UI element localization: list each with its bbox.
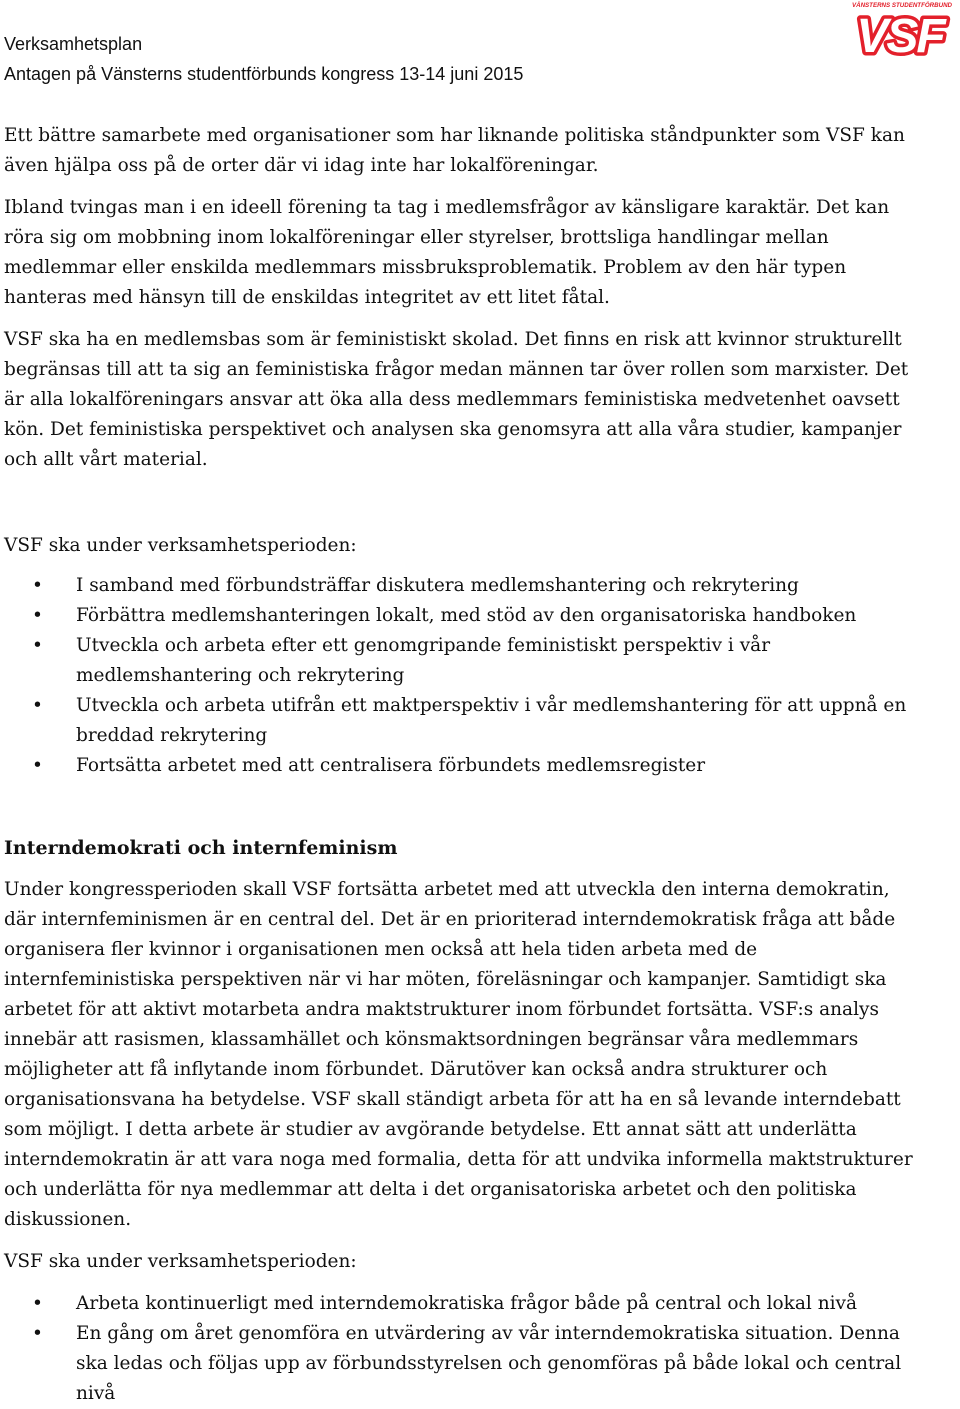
section2-list-block	[4, 1289, 920, 1409]
document-title: Verksamhetsplan	[4, 34, 143, 54]
section2-body: Under kongressperioden skall VSF fortsätta arbetet med att utveckla den interna demokratin, där internfeminismen är en central del. Det är en prioriterad interndemokratisk fråga att både organisera fler kvinnor i organisationen men också att hela tiden arbeta med de internfeministiska perspektiven när vi har möten, föreläsningar och kampanjer. Samtidigt ska arbetet för att aktivt motarbeta andra maktstrukturer inom förbundet fortsätta. VSF:s analys innebär att rasismen, klassamhället och könsmaktsordningen begränsar våra medlemmars möjligheter att få inflytande inom förbundet. Därutöver kan också andra strukturer och organisationsvana ha betydelse. VSF skall ständigt arbeta för att ha en så levande interndebatt som möjligt. I detta arbete är studier av avgörande betydelse. Ett annat sätt att underlätta interndemokratin är att vara noga med formalia, detta för att undvika informella maktstrukturer och underlätta för nya medlemmar att delta i det organisatoriska arbetet och den politiska diskussionen.	[4, 879, 913, 1230]
list-item: • Arbeta kontinuerligt med interndemokratiska frågor både på central och lokal nivå	[4, 1289, 920, 1319]
list-item: • En gång om året genomföra en utvärdering av vår interndemokratiska situation. Denna ska ledas och följas upp av förbundsstyrelsen och genomföras på både lokal och central nivå	[4, 1319, 920, 1409]
list-item: • Utveckla och arbeta utifrån ett maktperspektiv i vår medlemshantering för att uppnå en breddad rekrytering	[4, 691, 920, 751]
section1-lead: VSF ska under verksamhetsperioden:	[4, 535, 357, 556]
intro-block	[4, 121, 920, 475]
list-item: • Utveckla och arbeta efter ett genomgripande feministiskt perspektiv i vår medlemshantering och rekrytering	[4, 631, 920, 691]
vsf-logo	[844, 0, 954, 60]
intro-paragraph-1: Ett bättre samarbete med organisationer som har liknande politiska ståndpunkter som VSF kan även hjälpa oss på de orter där vi idag inte har lokalföreningar.	[4, 125, 905, 176]
section-heading: Interndemokrati och internfeminism	[4, 837, 398, 859]
list-item: • Förbättra medlemshanteringen lokalt, med stöd av den organisatoriska handboken	[4, 601, 920, 631]
section1-list-block	[4, 571, 920, 781]
logo-wordmark: VSF	[856, 10, 944, 60]
intro-paragraph-3: VSF ska ha en medlemsbas som är feministiskt skolad. Det finns en risk att kvinnor strukturellt begränsas till att ta sig an feministiska frågor medan männen tar över rollen som marxister. Det är alla lokalföreningars ansvar att öka alla dess medlemmars feministiska medvetenhet oavsett kön. Det feministiska perspektivet och analysen ska genomsyra att alla våra studier, kampanjer och allt vårt material.	[4, 329, 909, 470]
document-subtitle: Antagen på Vänsterns studentförbunds kongress 13-14 juni 2015	[4, 64, 524, 84]
section2-block	[4, 833, 920, 1277]
intro-paragraph-2: Ibland tvingas man i en ideell förening ta tag i medlemsfrågor av känsligare karaktär. Det kan röra sig om mobbning inom lokalföreningar eller styrelser, brottsliga handlingar mellan medlemmar eller enskilda medlemmars missbruksproblematik. Problem av den här typen hanteras med hänsyn till de enskildas integritet av ett litet fåtal.	[4, 197, 890, 308]
section1-list	[4, 571, 920, 781]
list-item: • I samband med förbundsträffar diskutera medlemshantering och rekrytering	[4, 571, 920, 601]
list-item: • Fortsätta arbetet med att centralisera förbundets medlemsregister	[4, 751, 920, 781]
logo-caption: VÄNSTERNS STUDENTFÖRBUND	[851, 2, 953, 9]
section2-list	[4, 1289, 920, 1409]
section2-lead: VSF ska under verksamhetsperioden:	[4, 1251, 357, 1272]
